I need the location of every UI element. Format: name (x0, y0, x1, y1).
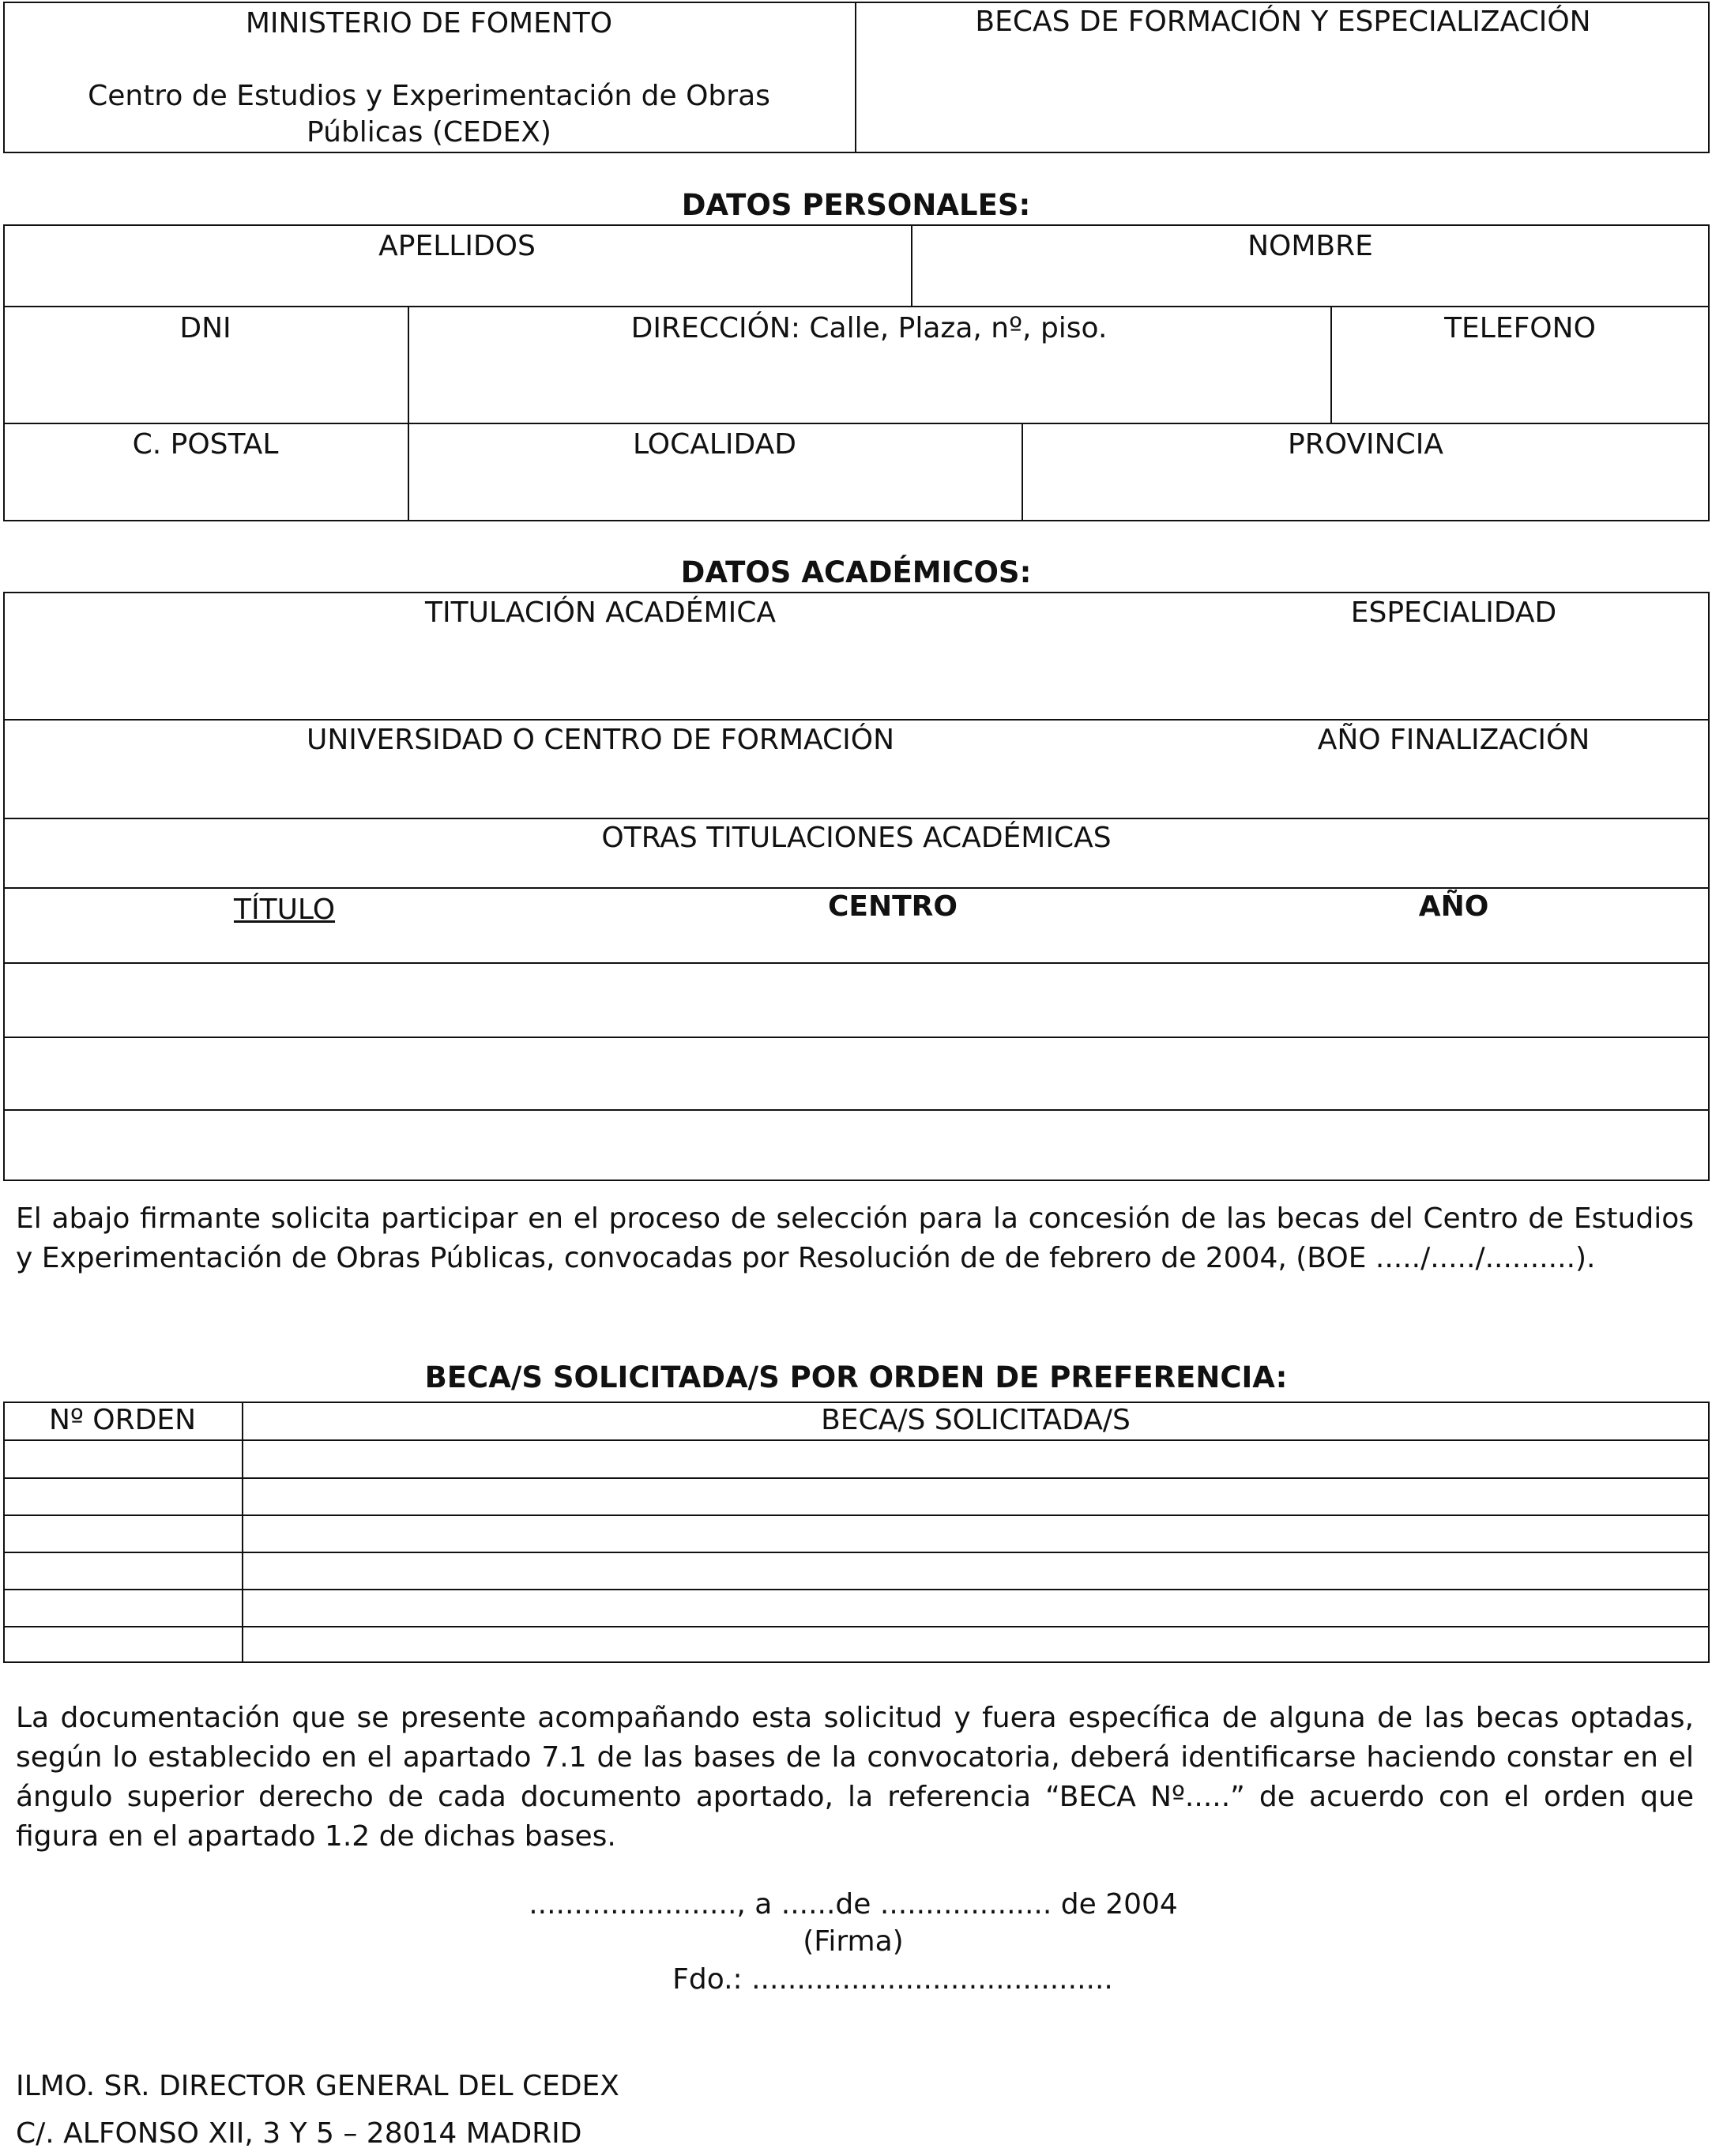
beca-row-2[interactable] (246, 1481, 1705, 1512)
apellidos-field[interactable] (8, 265, 907, 302)
becas-row-line-3 (3, 1514, 1710, 1516)
label-cpostal: C. POSTAL (132, 428, 279, 461)
otras-titulaciones-row-3[interactable] (8, 1117, 1705, 1176)
col-ano: AÑO (1418, 890, 1489, 923)
orden-row-3[interactable] (8, 1518, 237, 1549)
col-becas-solicitadas: BECA/S SOLICITADA/S (821, 1404, 1131, 1436)
titulacion-field[interactable] (8, 640, 1240, 711)
especialidad-field[interactable] (1248, 640, 1705, 711)
centre-name-line1: Centro de Estudios y Experimentación de Obras (88, 80, 770, 112)
col-centro: CENTRO (827, 890, 958, 923)
cpostal-field[interactable] (8, 469, 403, 514)
beca-row-5[interactable] (246, 1592, 1705, 1624)
orden-row-2[interactable] (8, 1481, 237, 1512)
label-telefono: TELEFONO (1444, 312, 1596, 344)
label-localidad: LOCALIDAD (633, 428, 796, 461)
label-titulacion: TITULACIÓN ACADÉMICA (425, 596, 776, 629)
label-ano-finalizacion: AÑO FINALIZACIÓN (1317, 724, 1590, 756)
label-provincia: PROVINCIA (1288, 428, 1443, 461)
date-line: ......................., a ......de ................... de 2004 (529, 1888, 1178, 1921)
becas-row-line-6 (3, 1626, 1710, 1627)
centre-name-line2: Públicas (CEDEX) (307, 116, 551, 149)
academic-row-line-5 (3, 1037, 1710, 1038)
academic-row-line-6 (3, 1109, 1710, 1111)
orden-row-4[interactable] (8, 1555, 237, 1586)
beca-row-4[interactable] (246, 1555, 1705, 1586)
beca-row-3[interactable] (246, 1518, 1705, 1549)
becas-row-line-2 (3, 1477, 1710, 1479)
label-especialidad: ESPECIALIDAD (1350, 596, 1557, 629)
label-otras-titulaciones: OTRAS TITULACIONES ACADÉMICAS (601, 822, 1112, 854)
personal-row-line-1 (3, 306, 1710, 307)
label-dni: DNI (179, 312, 231, 344)
ano-finalizacion-field[interactable] (1248, 765, 1705, 812)
label-universidad: UNIVERSIDAD O CENTRO DE FORMACIÓN (306, 724, 895, 756)
becas-row-line-1 (3, 1439, 1710, 1441)
label-nombre: NOMBRE (1247, 230, 1373, 262)
orden-row-5[interactable] (8, 1592, 237, 1624)
direccion-field[interactable] (412, 356, 1326, 411)
academic-row-line-3 (3, 887, 1710, 889)
label-direccion: DIRECCIÓN: Calle, Plaza, nº, piso. (630, 312, 1108, 344)
program-title: BECAS DE FORMACIÓN Y ESPECIALIZACIÓN (975, 6, 1591, 38)
academic-row-line-1 (3, 719, 1710, 721)
academic-section-title: DATOS ACADÉMICOS: (680, 555, 1032, 589)
becas-row-line-5 (3, 1589, 1710, 1590)
nombre-field[interactable] (916, 265, 1705, 302)
personal-section-title: DATOS PERSONALES: (681, 188, 1031, 222)
becas-row-line-4 (3, 1552, 1710, 1553)
beca-row-6[interactable] (246, 1629, 1705, 1661)
orden-row-6[interactable] (8, 1629, 237, 1661)
fdo-line: Fdo.: ........................................ (672, 1963, 1113, 1996)
orden-row-1[interactable] (8, 1443, 237, 1474)
addressee-title: ILMO. SR. DIRECTOR GENERAL DEL CEDEX (16, 2070, 619, 2102)
dni-field[interactable] (8, 356, 403, 411)
universidad-field[interactable] (8, 765, 1240, 812)
personal-row-line-2 (3, 423, 1710, 424)
ministry-title: MINISTERIO DE FOMENTO (245, 7, 613, 40)
otras-titulaciones-row-1[interactable] (8, 972, 1705, 1030)
col-orden: Nº ORDEN (48, 1404, 197, 1436)
label-apellidos: APELLIDOS (378, 230, 536, 262)
firma-label: (Firma) (803, 1925, 904, 1958)
becas-section-title: BECA/S SOLICITADA/S POR ORDEN DE PREFERENCIA: (424, 1360, 1288, 1394)
beca-row-1[interactable] (246, 1443, 1705, 1474)
request-paragraph: El abajo firmante solicita participar en el proceso de selección para la concesión de las becas del Centro de Estudios y Experimentación de Obras Públicas, convocadas por Resolución de de febrero de 2004, (BOE ...../...../..........). (16, 1202, 1694, 1274)
academic-row-line-4 (3, 962, 1710, 964)
localidad-field[interactable] (412, 469, 1016, 514)
col-titulo: TÍTULO (233, 894, 336, 926)
documentation-paragraph: La documentación que se presente acompañando esta solicitud y fuera específica de alguna de las becas optadas, según lo establecido en el apartado 7.1 de las bases de la convocatoria, deberá identificarse haciendo constar en el ángulo superior derecho de cada documento aportado, la referencia “BECA Nº.....” de acuerdo con el orden que figura en el apartado 1.2 de dichas bases. (16, 1702, 1694, 1853)
telefono-field[interactable] (1335, 356, 1705, 411)
addressee-address: C/. ALFONSO XII, 3 Y 5 – 28014 MADRID (16, 2117, 582, 2150)
provincia-field[interactable] (1027, 469, 1705, 514)
otras-titulaciones-row-2[interactable] (8, 1044, 1705, 1103)
academic-row-line-2 (3, 818, 1710, 819)
